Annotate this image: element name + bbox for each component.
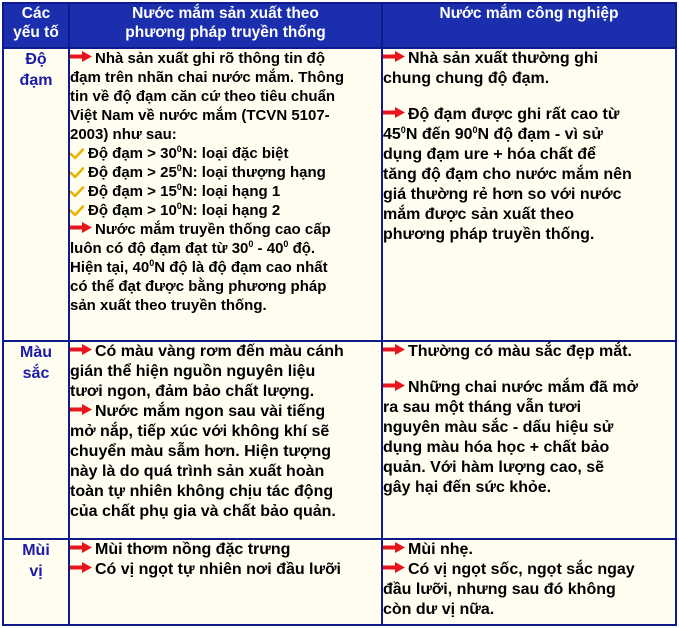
- text: Có vị ngọt tự nhiên nơi đầu lưỡi: [95, 561, 341, 578]
- factor-line1: Độ: [25, 51, 47, 68]
- factor-do-dam: [3, 48, 69, 341]
- text: Những chai nước mắm đã mở: [408, 379, 638, 396]
- check-icon: [70, 205, 84, 217]
- paragraph: [70, 560, 381, 580]
- text: tăng độ đạm cho nước mắm nên: [383, 166, 632, 183]
- red-arrow-icon: [70, 344, 92, 355]
- text: đạm trên nhãn chai nước mắm. Thông: [70, 69, 345, 86]
- text: phương pháp truyền thống.: [383, 226, 595, 243]
- check-icon: [70, 186, 84, 198]
- header-industrial-label: Nước mắm công nghiệp: [439, 5, 619, 22]
- text: 45: [383, 126, 401, 143]
- cell-do-dam-traditional: [69, 48, 382, 341]
- row-do-dam: [3, 48, 676, 341]
- cell-do-dam-industrial: [382, 48, 676, 341]
- superscript: 0: [176, 201, 182, 211]
- superscript: 0: [283, 239, 289, 249]
- superscript: 0: [149, 258, 155, 268]
- text: Mùi nhẹ.: [408, 541, 473, 558]
- grade-item: [70, 201, 381, 220]
- text: luôn có độ đạm đạt từ 30: [70, 240, 249, 257]
- paragraph: [70, 402, 381, 422]
- factor-line1: Mùi: [22, 542, 50, 559]
- text: N: loại hạng 1: [181, 183, 281, 200]
- text-line: [70, 239, 381, 258]
- text: N: loại thượng hạng: [181, 164, 326, 181]
- factor-line2: sắc: [22, 365, 50, 382]
- text: Thường có màu sắc đẹp mắt.: [408, 343, 632, 360]
- paragraph: [70, 342, 381, 362]
- spacer: [383, 362, 675, 378]
- cell-mui-vi-industrial: [382, 539, 676, 625]
- red-arrow-icon: [383, 380, 405, 391]
- grade-item: [70, 163, 381, 182]
- header-row: [3, 3, 676, 48]
- text: mắm được sản xuất theo: [383, 206, 575, 223]
- check-icon: [70, 148, 84, 160]
- text: Nước mắm truyền thống cao cấp: [95, 221, 331, 238]
- paragraph: [70, 540, 381, 560]
- row-mui-vi: [3, 539, 676, 625]
- grade-item: [70, 182, 381, 201]
- header-industrial: [382, 3, 676, 48]
- text: đầu lưỡi, nhưng sau đó không: [383, 581, 616, 598]
- text: Có màu vàng rơm đến màu cánh: [95, 343, 344, 360]
- text: Nước mắm ngon sau vài tiếng: [95, 403, 326, 420]
- text: sản xuất theo truyền thống.: [70, 297, 267, 314]
- text: Hiện tại, 40: [70, 259, 150, 276]
- text: Mùi thơm nồng đặc trưng: [95, 541, 291, 558]
- factor-mau-sac: [3, 341, 69, 539]
- superscript: 0: [400, 125, 406, 135]
- text: nguyên màu sắc - dấu hiệu sử: [383, 419, 614, 436]
- text: toàn tự nhiên không chịu tác động: [70, 483, 334, 500]
- text: N: loại đặc biệt: [181, 145, 289, 162]
- text: còn dư vị nữa.: [383, 601, 495, 618]
- text: N đến 90: [405, 126, 473, 143]
- text: Độ đạm > 25: [88, 164, 177, 181]
- text: chuyển màu sẫm hơn. Hiện tượng: [70, 443, 332, 460]
- cell-mui-vi-traditional: [69, 539, 382, 625]
- text: Độ đạm > 30: [88, 145, 177, 162]
- cell-mau-sac-traditional: [69, 341, 382, 539]
- header-traditional-line2: phương pháp truyền thống: [125, 24, 326, 41]
- text: N độ đạm - vì sử: [477, 126, 603, 143]
- text: - 40: [253, 240, 284, 257]
- paragraph: [70, 49, 381, 68]
- header-factor-line2: yếu tố: [13, 24, 59, 41]
- text-line: [383, 125, 675, 145]
- check-icon: [70, 167, 84, 179]
- row-mau-sac: [3, 341, 676, 539]
- paragraph: [383, 49, 675, 69]
- text: ra sau một tháng vẫn tươi: [383, 399, 582, 416]
- text: Độ đạm được ghi rất cao từ: [408, 106, 620, 123]
- red-arrow-icon: [383, 51, 405, 62]
- text: Độ đạm > 15: [88, 183, 177, 200]
- comparison-table: [2, 2, 677, 626]
- factor-mui-vi: [3, 539, 69, 625]
- text: có thể đạt được bằng phương pháp: [70, 278, 327, 295]
- paragraph: [383, 560, 675, 580]
- text: dụng đạm ure + hóa chất để: [383, 146, 596, 163]
- paragraph: [383, 342, 675, 362]
- text: độ.: [288, 240, 316, 257]
- header-traditional: [69, 3, 382, 48]
- red-arrow-icon: [383, 542, 405, 553]
- superscript: 0: [472, 125, 478, 135]
- text-line: [70, 258, 381, 277]
- factor-line2: đạm: [19, 72, 53, 89]
- red-arrow-icon: [383, 107, 405, 118]
- grade-item: [70, 144, 381, 163]
- cell-mau-sac-industrial: [382, 341, 676, 539]
- text: dụng màu hóa học + chất bảo: [383, 439, 610, 456]
- superscript: 0: [176, 144, 182, 154]
- red-arrow-icon: [70, 562, 92, 573]
- red-arrow-icon: [383, 344, 405, 355]
- superscript: 0: [176, 163, 182, 173]
- red-arrow-icon: [70, 404, 92, 415]
- text: gây hại đến sức khỏe.: [383, 479, 552, 496]
- text: giá thường rẻ hơn so với nước: [383, 186, 622, 203]
- red-arrow-icon: [383, 562, 405, 573]
- header-factor: [3, 3, 69, 48]
- spacer: [383, 89, 675, 105]
- text: của chất phụ gia và chất bảo quản.: [70, 503, 336, 520]
- red-arrow-icon: [70, 542, 92, 553]
- text: Độ đạm > 10: [88, 202, 177, 219]
- red-arrow-icon: [70, 222, 92, 233]
- text: Có vị ngọt sốc, ngọt sắc ngay: [408, 561, 635, 578]
- factor-line2: vị: [29, 563, 43, 580]
- text: tươi ngon, đảm bảo chất lượng.: [70, 383, 315, 400]
- text: gián thể hiện nguồn nguyên liệu: [70, 363, 316, 380]
- text: chung chung độ đạm.: [383, 70, 550, 87]
- text: tin về độ đạm căn cứ theo tiêu chuẩn: [70, 88, 336, 105]
- superscript: 0: [176, 182, 182, 192]
- text: 2003) như sau:: [70, 126, 177, 143]
- text: Nhà sản xuất ghi rõ thông tin độ: [95, 50, 325, 67]
- factor-line1: Màu: [20, 344, 52, 361]
- text: Việt Nam về nước mắm (TCVN 5107-: [70, 107, 330, 124]
- text: Nhà sản xuất thường ghi: [408, 50, 599, 67]
- text: quản. Với hàm lượng cao, sẽ: [383, 459, 605, 476]
- header-traditional-line1: Nước mắm sản xuất theo: [132, 5, 319, 22]
- text: này là do quá trình sản xuất hoàn: [70, 463, 325, 480]
- header-factor-line1: Các: [21, 5, 51, 22]
- text: mở nắp, tiếp xúc với không khí sẽ: [70, 423, 330, 440]
- paragraph: [70, 220, 381, 239]
- paragraph: [383, 105, 675, 125]
- paragraph: [383, 540, 675, 560]
- text: N độ là độ đạm cao nhất: [154, 259, 328, 276]
- text: N: loại hạng 2: [181, 202, 281, 219]
- red-arrow-icon: [70, 51, 92, 62]
- superscript: 0: [248, 239, 254, 249]
- paragraph: [383, 378, 675, 398]
